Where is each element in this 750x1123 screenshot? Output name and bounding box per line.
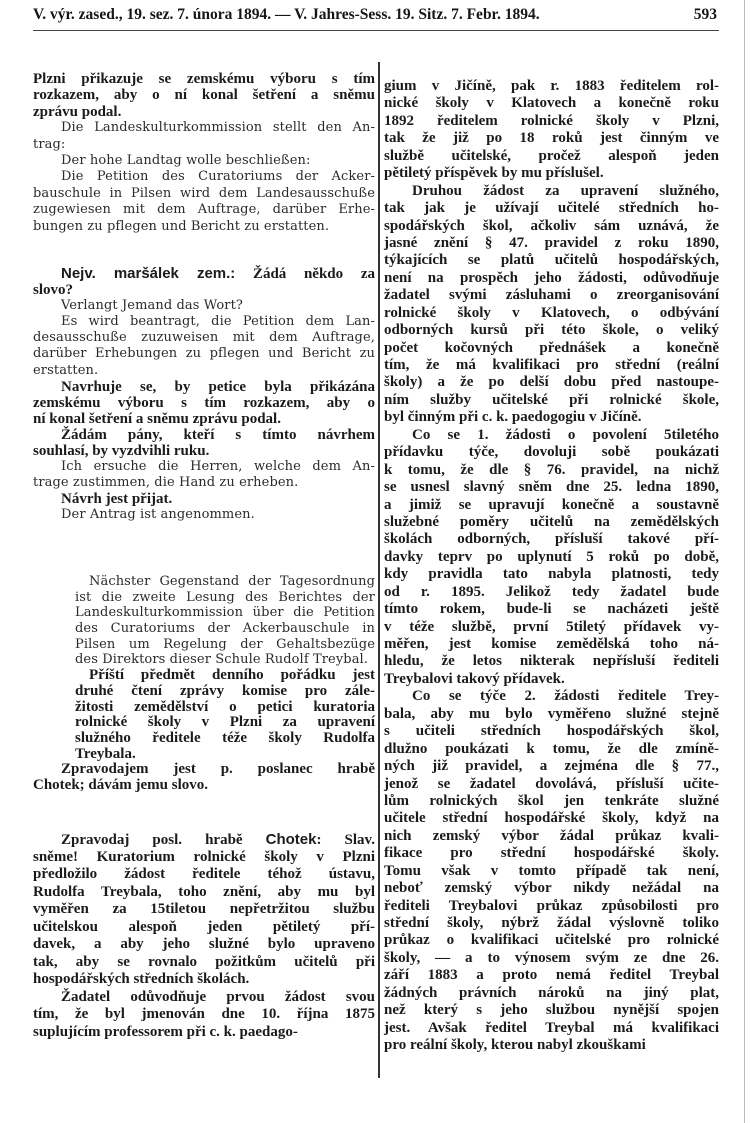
text-line: Pilsen um Regelung der Gehaltsbezüge <box>75 636 375 652</box>
text-line: rolnické školy v Plzni za upravení <box>75 714 375 731</box>
scan-edge <box>744 0 745 1123</box>
text-line: ní konal šetření a sněmu zprávu podal. <box>33 410 281 427</box>
paragraph <box>384 427 719 689</box>
text-run: : Slav. <box>316 832 375 848</box>
text-line: fikace pro střední hospodářské školy. <box>384 845 719 862</box>
running-header <box>33 6 719 28</box>
paragraph <box>384 183 719 427</box>
text-line: Es wird beantragt, die Petition dem Lan- <box>61 314 375 330</box>
text-line: žadatel svými zásluhami o zreorganisování <box>384 287 719 304</box>
text-line: tím, že má kvalifikaci pro střední (reální <box>384 357 719 373</box>
text-line: suplujícím professorem při c. k. paedago- <box>33 1023 298 1040</box>
paragraph <box>33 762 375 793</box>
text-line: davek, a aby jeho služné bylo upraveno <box>33 936 375 952</box>
text-line <box>33 266 375 282</box>
text-line: rolnické školy v Klatovech, o odbývání <box>384 304 719 321</box>
text-line: než který s jeho službou nynější spojen <box>384 1002 719 1019</box>
text-line: odborných kursů při této škole, o veliký <box>384 322 719 339</box>
text-line: pro reální školy, kterou nabyl zkouškami <box>384 1037 646 1054</box>
page-number: 593 <box>693 6 717 23</box>
text-line: Verlangt Jemand das Wort? <box>61 298 243 314</box>
paragraph <box>33 989 375 1042</box>
text-line: Žádám pány, kteří s tímto návrhem <box>61 426 375 443</box>
text-line: nich zemský výbor žádal průkaz kvali- <box>384 827 719 844</box>
text-section <box>384 78 719 1055</box>
paragraph <box>384 78 719 183</box>
paragraph <box>33 491 375 507</box>
text-line: není na prospěch jeho žádosti, odůvodňuje <box>384 269 719 286</box>
text-line: Der Antrag ist angenommen. <box>61 507 255 523</box>
text-line: druhé čtení zprávy komise pro zále- <box>75 682 375 699</box>
text-line: sněme! Kuratorium rolnické školy v Plzni <box>33 848 375 865</box>
text-line: k tomu, že dle § 76. pravidel, na nichž <box>384 461 719 478</box>
text-line: týkajících se platů učitelů hospodářských, <box>384 252 719 269</box>
paragraph <box>33 459 375 491</box>
text-line: ných již pravidel, a zejména dle § 77., <box>384 758 719 775</box>
text-line <box>33 831 375 849</box>
text-line: Die Petition des Curatoriums der Acker- <box>61 169 375 185</box>
text-line: Chotek; dávám jemu slovo. <box>33 776 208 793</box>
text-line: desausschuße zuzuweisen mit dem Auftrage, <box>33 330 375 346</box>
text-line: Nächster Gegenstand der Tagesordnung <box>89 574 375 589</box>
text-line: bungen zu pflegen und Bericht zu erstatten. <box>33 218 330 234</box>
text-line: Příští předmět denního pořádku jest <box>89 667 375 684</box>
text-line: předložilo žádost ředitele téhož ústavu, <box>33 866 375 882</box>
text-line: zemskému výboru s tím rozkazem, aby o <box>33 394 375 411</box>
text-line: des Direktors dieser Schule Rudolf Treybal. <box>75 652 369 668</box>
text-line: řediteli Treybalovi průkaz způsobilosti pro <box>384 897 719 914</box>
text-line: byl činným při c. k. paedogogiu v Jičíně. <box>384 409 642 426</box>
text-line: neboť zemský výbor nikdy nežádal na <box>384 880 719 897</box>
header-rule <box>33 30 719 31</box>
text-line: září 1883 a proto nemá ředitel Treybal <box>384 967 719 984</box>
running-header-title: V. výr. zased., 19. sez. 7. února 1894. — V. Jahres-Sess. 19. Sitz. 7. Febr. 1894. <box>33 6 540 23</box>
text-line: Co se 1. žádosti o povolení 5tiletého <box>412 426 719 443</box>
text-line: Druhou žádost za upravení služného, <box>412 182 719 199</box>
text-line: služebné poměry učitelů na zemědělských <box>384 513 719 530</box>
text-line: hospodářských středních školách. <box>33 971 250 987</box>
paragraph <box>33 427 375 459</box>
text-line: Navrhuje se, by petice byla přikázána <box>61 378 375 395</box>
paragraph <box>33 574 375 668</box>
text-line: učitele střední hospodářské školy, když na <box>384 810 719 827</box>
text-line: ist die zweite Lesung des Berichtes der <box>75 589 375 605</box>
text-line: s učiteli středních hospodářských škol, <box>384 723 719 740</box>
text-line: tím, že byl jmenován dne 10. října 1875 <box>33 1006 375 1022</box>
text-line: Landeskulturkommission über die Petition <box>75 605 375 621</box>
text-line: spodářských škol, ačkoliv sám uznává, že <box>384 217 719 234</box>
text-line: školy, — a to výnosem svým ze dne 26. <box>384 949 719 966</box>
text-line: měřen, jest komise zemědělská toho ná- <box>384 636 719 652</box>
text-line: Tomu však v tomto případě tak není, <box>384 862 719 879</box>
text-section <box>33 831 375 1041</box>
text-line: dlužno poukázati k tomu, že dle zmíně- <box>384 740 719 757</box>
text-line: od r. 1895. Jelikož tedy žadatel bude <box>384 583 719 600</box>
text-line: školy) a že po delší dobu před nastoupe- <box>384 374 719 391</box>
text-line: školách odborných, přísluší takové pří- <box>384 531 719 548</box>
paragraph <box>33 266 375 298</box>
paragraph <box>33 314 375 378</box>
text-line: Die Landeskulturkommission stellt den An- <box>61 120 375 136</box>
text-line: Rudolfa Treybala, toho znění, aby mu byl <box>33 883 375 900</box>
text-line: ním služby učitelské při rolnické škole, <box>384 391 719 408</box>
text-line: des Curatoriums der Ackerbauschule in <box>75 621 375 637</box>
text-line: jest. Avšak ředitel Treybal má kvalifikaci <box>384 1019 719 1036</box>
text-line: zugewiesen mit dem Auftrage, darüber Erhe- <box>33 202 375 218</box>
text-line: počet kočovných přednášek a konečně <box>384 339 719 356</box>
paragraph <box>33 120 375 153</box>
text-line: jenož se žadatel dovolává, přísluší učite- <box>384 775 719 792</box>
text-line: v téže službě, první 5tiletý přídavek vy- <box>384 618 719 635</box>
text-line: Plzni přikazuje se zemskému výboru s tím <box>33 71 375 87</box>
text-line: pětiletý příspěvek by mu příslušel. <box>384 165 604 182</box>
text-line: Zpravodajem jest p. poslanec hrabě <box>61 761 375 778</box>
text-line: bauschule in Pilsen wird dem Landesausschuße <box>33 185 375 201</box>
text-line: průkaz o kvalifikaci učitelské pro rolnické <box>384 932 719 949</box>
text-line: Treybala. <box>75 745 136 762</box>
text-line: darüber Erhebungen zu pflegen und Bericht zu <box>33 346 375 362</box>
text-run: Žádá někdo za <box>235 266 375 282</box>
text-line: žádných právních nároků na jiný plat, <box>384 984 719 1001</box>
text-line: učitelskou alespoň jeden pětiletý pří- <box>33 918 375 935</box>
text-line: trag: <box>33 136 66 152</box>
text-line: erstatten. <box>33 362 99 378</box>
paragraph <box>33 507 375 523</box>
text-line: tímto rokem, bude-li se nacházeti ještě <box>384 601 719 618</box>
text-line: se usnesl slavný sněm dne 25. ledna 1890, <box>384 479 719 496</box>
text-section <box>33 71 375 235</box>
text-line: slovo? <box>33 282 74 299</box>
text-section <box>33 266 375 524</box>
text-line: služného ředitele téže školy Rudolfa <box>75 729 375 746</box>
paragraph <box>33 153 375 169</box>
text-line: hledu, že letos nikterak nepřísluší řediteli <box>384 653 719 670</box>
paragraph <box>33 668 375 762</box>
text-line: Návrh jest přijat. <box>61 491 173 508</box>
text-line: souhlasí, by vyzdvihli ruku. <box>33 443 210 460</box>
text-run: Zpravodaj posl. hrabě <box>61 832 266 848</box>
text-line: Der hohe Landtag wolle beschließen: <box>61 152 311 168</box>
text-line: rozkazem, aby o ní konal šetření a sněmu <box>33 87 375 104</box>
paragraph <box>33 298 375 314</box>
text-line: tak že již po 18 roků jest činným ve <box>384 130 719 147</box>
paragraph <box>33 831 375 989</box>
text-line: Ich ersuche die Herren, welche dem An- <box>61 459 375 475</box>
paragraph <box>384 688 719 1054</box>
text-line: Treybalovi takový přídavek. <box>384 670 565 687</box>
text-line: službě učitelské, pročež alespoň jeden <box>384 147 719 164</box>
text-line: lům rolnických škol jen tenkráte služné <box>384 792 719 809</box>
text-line: a jimiž se upravují konečně a soustavně <box>384 496 719 513</box>
paragraph <box>33 71 375 120</box>
text-line: přídavku týče, dovoluji sobě poukázati <box>384 444 719 461</box>
text-line: Žadatel odůvodňuje prvou žádost svou <box>61 988 375 1005</box>
text-line: tak, aby se rovnalo požitkům učitelů při <box>33 953 375 970</box>
text-line: bala, aby mu bylo vyměřeno služné stejně <box>384 705 719 722</box>
text-section <box>33 574 375 794</box>
paragraph <box>33 169 375 235</box>
speaker-name: Chotek <box>265 831 317 848</box>
text-line: tak jak je užívají učitelé středních ho- <box>384 200 719 217</box>
text-line: gium v Jičíně, pak r. 1883 ředitelem rol- <box>384 78 719 94</box>
text-line: Co se týče 2. žádosti ředitele Trey- <box>412 688 719 705</box>
text-line: vyměřen za 15tiletou nepřetržitou službu <box>33 901 375 917</box>
text-line: kdy pravidla tato nabyla platnosti, tedy <box>384 566 719 583</box>
paragraph <box>33 379 375 427</box>
text-line: 1892 ředitelem rolnické školy v Plzni, <box>384 112 719 129</box>
text-line: střední školy, nýbrž žádal výslovně toliko <box>384 915 719 931</box>
text-line: žitosti zemědělství o petici kuratoria <box>75 698 375 715</box>
speaker-name: Nejv. maršálek zem.: <box>61 265 236 282</box>
text-line: jasné znění § 47. pravidel z roku 1890, <box>384 234 719 251</box>
text-line: trage zustimmen, die Hand zu erheben. <box>33 475 299 491</box>
text-line: zprávu podal. <box>33 103 122 120</box>
text-line: nické školy v Klatovech a konečně roku <box>384 95 719 112</box>
column-divider <box>378 62 380 1078</box>
text-line: davky teprv po uplynutí 5 roků po době, <box>384 548 719 565</box>
